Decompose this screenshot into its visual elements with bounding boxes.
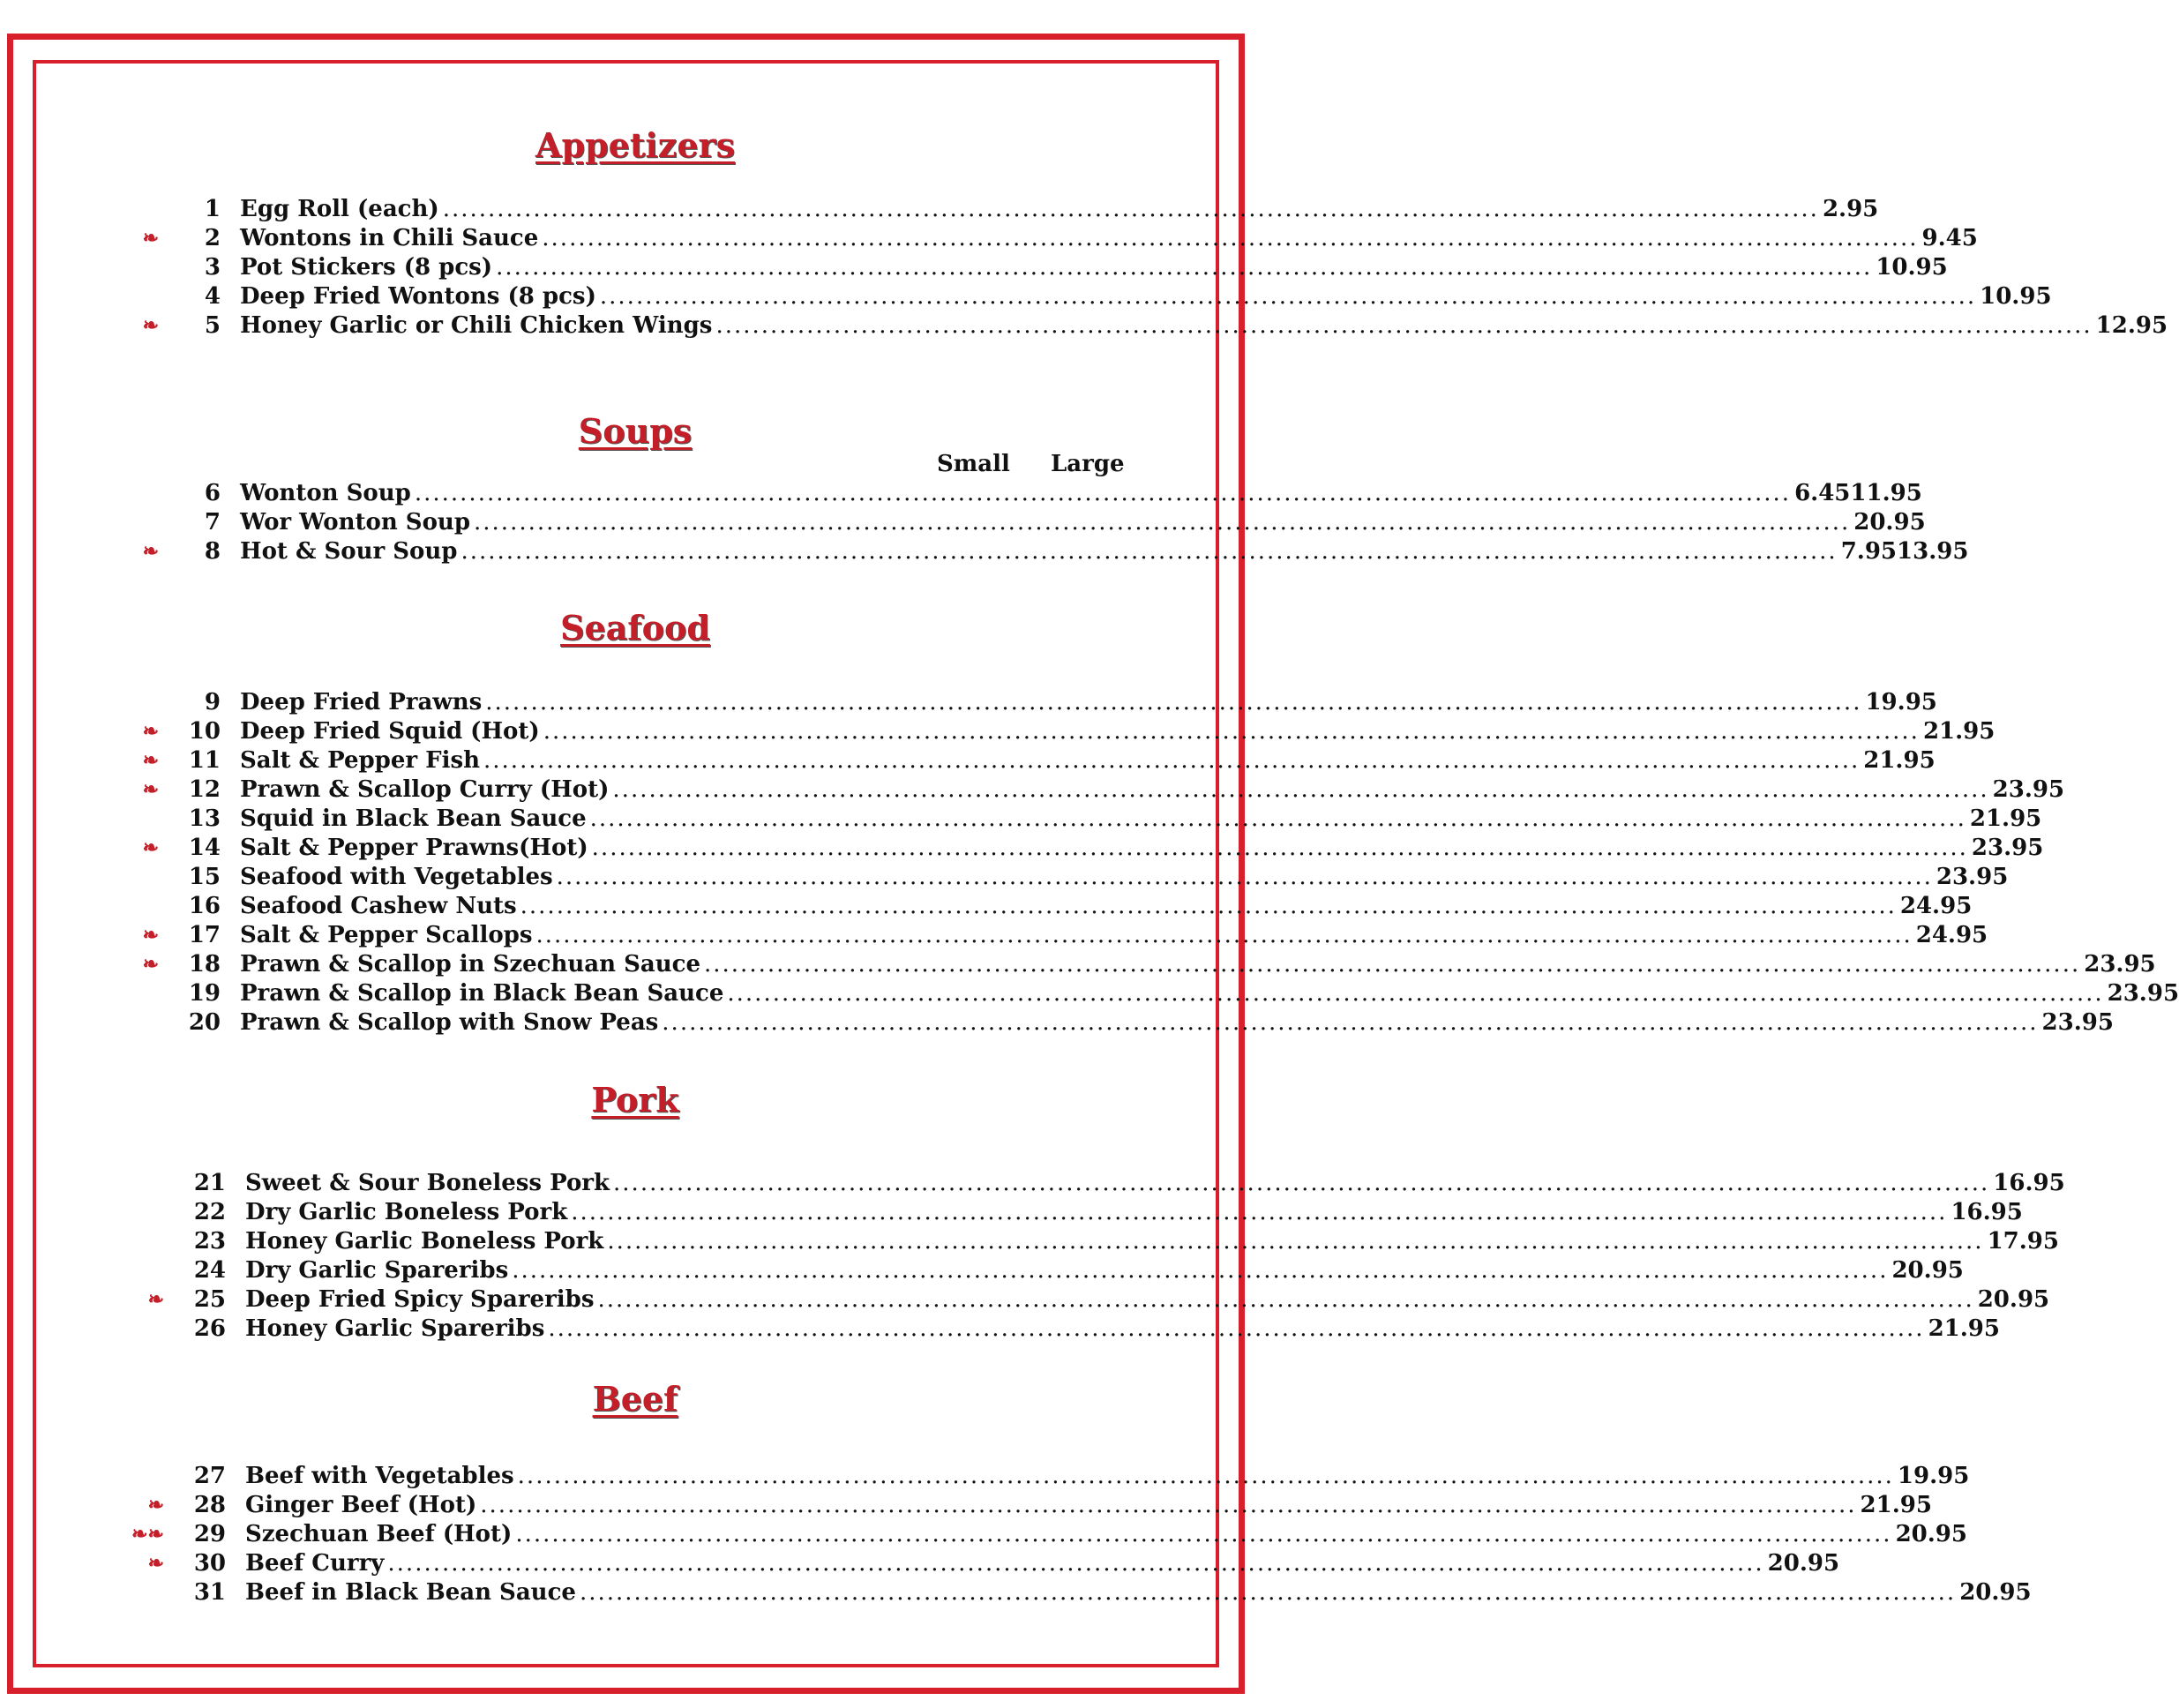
menu-item bbox=[129, 1198, 2023, 1226]
dot-leader: ........................................................................................................................................................ bbox=[387, 1550, 1764, 1577]
item-number: 17 bbox=[188, 922, 221, 948]
menu-item bbox=[124, 195, 1879, 223]
chili-pepper-icon: ❧ bbox=[142, 227, 159, 250]
item-number: 7 bbox=[204, 509, 221, 536]
dot-leader: ........................................................................................................................................................ bbox=[442, 196, 1819, 222]
section-title-appetizers: Appetizers bbox=[535, 125, 735, 165]
item-name: Beef with Vegetables bbox=[245, 1463, 514, 1489]
item-name: Seafood Cashew Nuts bbox=[240, 893, 517, 919]
dot-leader: ........................................................................................................................................................ bbox=[480, 1492, 1857, 1518]
item-number: 12 bbox=[188, 776, 221, 803]
menu-item bbox=[129, 1578, 2032, 1607]
chili-pepper-icon: ❧ bbox=[142, 924, 159, 947]
menu-item bbox=[124, 1008, 2114, 1037]
item-price: 12.95 bbox=[2095, 312, 2168, 339]
dot-leader: ........................................................................................................................................................ bbox=[597, 1286, 1974, 1313]
item-name: Sweet & Sour Boneless Pork bbox=[245, 1170, 610, 1196]
dot-leader: ........................................................................................................................................................ bbox=[589, 805, 1966, 832]
menu-item bbox=[124, 479, 1922, 507]
item-price: 21.95 bbox=[1928, 1315, 2000, 1342]
menu-item bbox=[124, 537, 1969, 566]
menu-item bbox=[124, 775, 2065, 804]
item-name: Dry Garlic Spareribs bbox=[245, 1257, 509, 1284]
chili-pepper-icon: ❧ bbox=[142, 749, 159, 772]
item-number: 9 bbox=[204, 689, 221, 715]
item-number: 25 bbox=[193, 1286, 226, 1313]
item-number: 19 bbox=[188, 980, 221, 1007]
dot-leader: ........................................................................................................................................................ bbox=[535, 922, 1913, 948]
dot-leader: ........................................................................................................................................................ bbox=[556, 864, 1933, 890]
item-name: Honey Garlic Boneless Pork bbox=[245, 1228, 604, 1255]
dot-leader: ........................................................................................................................................................ bbox=[542, 225, 1919, 251]
item-name: Squid in Black Bean Sauce bbox=[240, 805, 587, 832]
dot-leader: ........................................................................................................................................................ bbox=[727, 980, 2104, 1007]
item-price: 21.95 bbox=[1863, 747, 1936, 774]
item-name: Wontons in Chili Sauce bbox=[240, 225, 539, 251]
dot-leader: ........................................................................................................................................................ bbox=[496, 254, 1873, 281]
menu-item bbox=[124, 746, 1936, 775]
section-title-beef: Beef bbox=[592, 1379, 678, 1419]
dot-leader: ........................................................................................................................................................ bbox=[613, 1170, 1990, 1196]
item-number: 10 bbox=[188, 718, 221, 745]
chili-pepper-icon: ❧❧ bbox=[131, 1523, 164, 1546]
item-number: 8 bbox=[204, 538, 221, 565]
menu-item bbox=[124, 892, 1973, 920]
menu-item bbox=[124, 717, 1996, 745]
item-price: 23.95 bbox=[2107, 980, 2179, 1007]
menu-item bbox=[124, 224, 1978, 252]
item-number: 27 bbox=[193, 1463, 226, 1489]
item-price: 23.95 bbox=[1992, 776, 2065, 803]
chili-pepper-icon: ❧ bbox=[142, 720, 159, 743]
menu-item bbox=[124, 253, 1948, 281]
menu-item bbox=[129, 1256, 1964, 1285]
item-number: 28 bbox=[193, 1492, 226, 1518]
chili-pepper-icon: ❧ bbox=[147, 1552, 164, 1575]
item-price: 10.95 bbox=[1876, 254, 1948, 281]
dot-leader: ........................................................................................................................................................ bbox=[485, 689, 1862, 715]
item-name: Wor Wonton Soup bbox=[240, 509, 471, 536]
dot-leader: ........................................................................................................................................................ bbox=[520, 893, 1897, 919]
item-number: 4 bbox=[204, 283, 221, 310]
item-name: Deep Fried Spicy Spareribs bbox=[245, 1286, 595, 1313]
chili-pepper-icon: ❧ bbox=[142, 540, 159, 563]
chili-pepper-icon: ❧ bbox=[142, 836, 159, 859]
item-name: Honey Garlic Spareribs bbox=[245, 1315, 545, 1342]
item-name: Honey Garlic or Chili Chicken Wings bbox=[240, 312, 713, 339]
menu-item bbox=[129, 1462, 1970, 1490]
item-price: 24.95 bbox=[1915, 922, 1988, 948]
item-price: 17.95 bbox=[1987, 1228, 2059, 1255]
menu-item bbox=[124, 508, 1926, 536]
item-number: 15 bbox=[188, 864, 221, 890]
item-name: Salt & Pepper Fish bbox=[240, 747, 481, 774]
item-price-large: 20.95 bbox=[1853, 509, 1926, 536]
item-price-small: 6.45 bbox=[1794, 480, 1851, 506]
dot-leader: ........................................................................................................................................................ bbox=[543, 718, 1920, 745]
menu-item bbox=[124, 282, 2052, 311]
item-number: 3 bbox=[204, 254, 221, 281]
dot-leader: ........................................................................................................................................................ bbox=[483, 747, 1861, 774]
menu-item bbox=[129, 1169, 2065, 1197]
menu-item bbox=[129, 1491, 1932, 1519]
menu-item bbox=[124, 950, 2156, 978]
item-name: Salt & Pepper Prawns(Hot) bbox=[240, 835, 588, 861]
item-number: 21 bbox=[193, 1170, 226, 1196]
item-name: Prawn & Scallop in Black Bean Sauce bbox=[240, 980, 724, 1007]
dot-leader: ........................................................................................................................................................ bbox=[414, 480, 1792, 506]
dot-leader: ........................................................................................................................................................ bbox=[579, 1579, 1957, 1606]
menu-item bbox=[129, 1227, 2059, 1255]
item-name: Deep Fried Squid (Hot) bbox=[240, 718, 540, 745]
item-number: 14 bbox=[188, 835, 221, 861]
size-label-large: Large bbox=[1051, 451, 1125, 477]
item-name: Prawn & Scallop in Szechuan Sauce bbox=[240, 951, 700, 978]
menu-item bbox=[124, 311, 2168, 340]
menu-item bbox=[129, 1549, 1840, 1577]
item-name: Salt & Pepper Scallops bbox=[240, 922, 533, 948]
dot-leader: ........................................................................................................................................................ bbox=[612, 776, 1989, 803]
item-number: 18 bbox=[188, 951, 221, 978]
item-name: Deep Fried Prawns bbox=[240, 689, 483, 715]
item-number: 31 bbox=[193, 1579, 226, 1606]
item-name: Hot & Sour Soup bbox=[240, 538, 458, 565]
item-price: 23.95 bbox=[2084, 951, 2156, 978]
item-name: Prawn & Scallop Curry (Hot) bbox=[240, 776, 610, 803]
menu-item bbox=[124, 921, 1988, 949]
section-title-pork: Pork bbox=[591, 1080, 679, 1120]
item-price: 20.95 bbox=[1891, 1257, 1964, 1284]
item-name: Pot Stickers (8 pcs) bbox=[240, 254, 493, 281]
item-number: 1 bbox=[204, 196, 221, 222]
item-name: Wonton Soup bbox=[240, 480, 411, 506]
item-price-large: 13.95 bbox=[1897, 538, 1969, 565]
dot-leader: ........................................................................................................................................................ bbox=[599, 283, 1977, 310]
menu-item bbox=[129, 1315, 2000, 1343]
item-number: 29 bbox=[193, 1521, 226, 1547]
item-number: 6 bbox=[204, 480, 221, 506]
dot-leader: ........................................................................................................................................................ bbox=[607, 1228, 1984, 1255]
item-price: 21.95 bbox=[1922, 718, 1996, 745]
item-price: 20.95 bbox=[1767, 1550, 1840, 1577]
item-number: 24 bbox=[193, 1257, 226, 1284]
item-number: 23 bbox=[193, 1228, 226, 1255]
item-price: 20.95 bbox=[1977, 1286, 2050, 1313]
dot-leader: ........................................................................................................................................................ bbox=[715, 312, 2093, 339]
item-name: Szechuan Beef (Hot) bbox=[245, 1521, 513, 1547]
item-price: 19.95 bbox=[1865, 689, 1937, 715]
item-price: 16.95 bbox=[1993, 1170, 2065, 1196]
item-price-large: 11.95 bbox=[1850, 480, 1922, 506]
item-number: 11 bbox=[188, 747, 221, 774]
dot-leader: ........................................................................................................................................................ bbox=[548, 1315, 1925, 1342]
item-number: 16 bbox=[188, 893, 221, 919]
item-price: 23.95 bbox=[1971, 835, 2044, 861]
item-price: 21.95 bbox=[1969, 805, 2042, 832]
section-title-seafood: Seafood bbox=[560, 608, 710, 648]
dot-leader: ........................................................................................................................................................ bbox=[512, 1257, 1889, 1284]
item-number: 13 bbox=[188, 805, 221, 832]
item-price: 20.95 bbox=[1959, 1579, 2032, 1606]
item-price: 21.95 bbox=[1860, 1492, 1932, 1518]
item-name: Seafood with Vegetables bbox=[240, 864, 553, 890]
item-price: 19.95 bbox=[1897, 1463, 1970, 1489]
item-name: Beef Curry bbox=[245, 1550, 385, 1577]
item-price: 2.95 bbox=[1822, 196, 1879, 222]
chili-pepper-icon: ❧ bbox=[142, 314, 159, 337]
item-number: 22 bbox=[193, 1199, 226, 1225]
dot-leader: ........................................................................................................................................................ bbox=[515, 1521, 1892, 1547]
menu-item bbox=[124, 979, 2179, 1008]
item-price: 24.95 bbox=[1899, 893, 1973, 919]
item-number: 30 bbox=[193, 1550, 226, 1577]
item-name: Dry Garlic Boneless Pork bbox=[245, 1199, 568, 1225]
item-number: 5 bbox=[204, 312, 221, 339]
item-price: 10.95 bbox=[1980, 283, 2052, 310]
dot-leader: ........................................................................................................................................................ bbox=[571, 1199, 1948, 1225]
chili-pepper-icon: ❧ bbox=[147, 1288, 164, 1311]
dot-leader: ........................................................................................................................................................ bbox=[704, 951, 2081, 978]
item-price: 23.95 bbox=[2041, 1009, 2114, 1036]
menu-item bbox=[124, 805, 2042, 833]
item-number: 2 bbox=[204, 225, 221, 251]
dot-leader: ........................................................................................................................................................ bbox=[591, 835, 1968, 861]
dot-leader: ........................................................................................................................................................ bbox=[474, 509, 1851, 536]
item-name: Deep Fried Wontons (8 pcs) bbox=[240, 283, 596, 310]
item-name: Prawn & Scallop with Snow Peas bbox=[240, 1009, 659, 1036]
section-title-soups: Soups bbox=[578, 411, 693, 451]
item-price: 16.95 bbox=[1951, 1199, 2023, 1225]
chili-pepper-icon: ❧ bbox=[142, 953, 159, 976]
item-name: Beef in Black Bean Sauce bbox=[245, 1579, 576, 1606]
item-number: 26 bbox=[193, 1315, 226, 1342]
chili-pepper-icon: ❧ bbox=[142, 778, 159, 801]
chili-pepper-icon: ❧ bbox=[147, 1494, 164, 1517]
item-name: Ginger Beef (Hot) bbox=[245, 1492, 477, 1518]
dot-leader: ........................................................................................................................................................ bbox=[517, 1463, 1894, 1489]
dot-leader: ........................................................................................................................................................ bbox=[662, 1009, 2039, 1036]
menu-item bbox=[124, 834, 2044, 862]
menu-item bbox=[129, 1520, 1967, 1548]
dot-leader: ........................................................................................................................................................ bbox=[461, 538, 1838, 565]
menu-item bbox=[124, 863, 2009, 891]
item-price: 9.45 bbox=[1921, 225, 1978, 251]
item-price: 20.95 bbox=[1895, 1521, 1967, 1547]
item-price: 23.95 bbox=[1936, 864, 2009, 890]
menu-item bbox=[124, 688, 1937, 716]
item-number: 20 bbox=[188, 1009, 221, 1036]
item-price-small: 7.95 bbox=[1840, 538, 1898, 565]
size-label-small: Small bbox=[937, 451, 1010, 477]
menu-item bbox=[129, 1285, 2050, 1314]
item-name: Egg Roll (each) bbox=[240, 196, 439, 222]
